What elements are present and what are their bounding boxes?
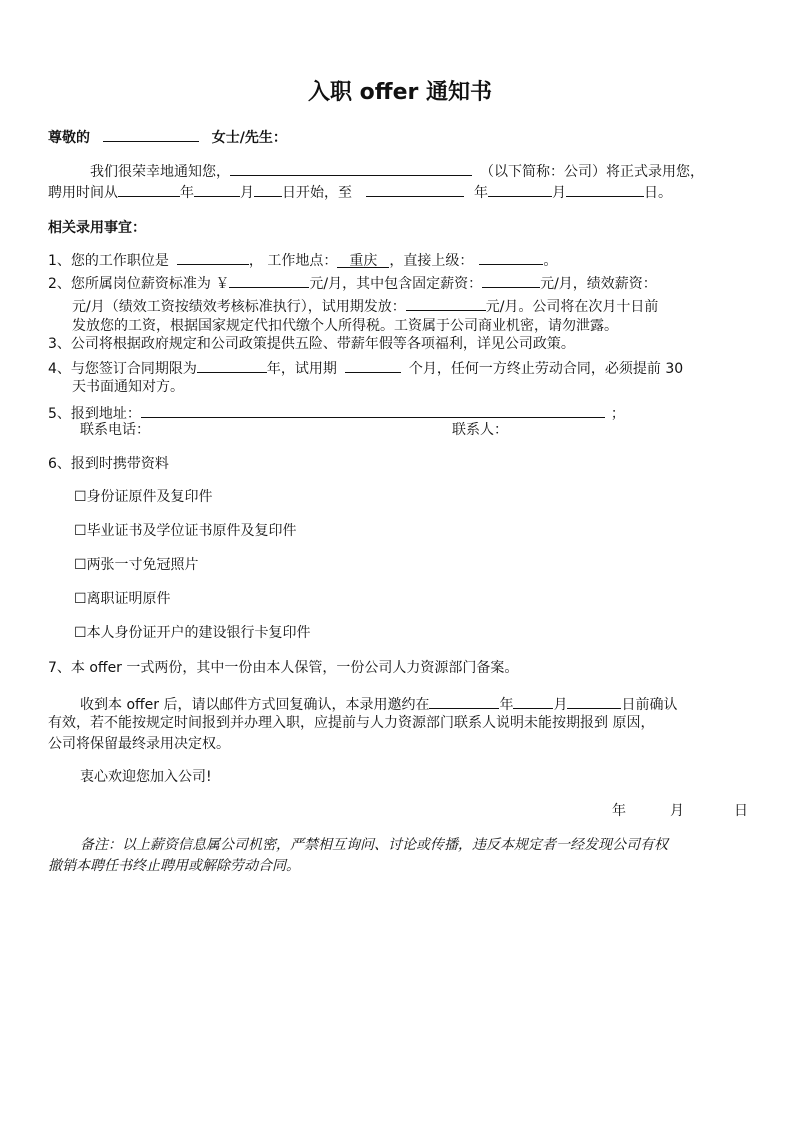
checkbox-icon[interactable]: ☐ [74, 625, 87, 641]
confirm-line-1: 收到本 offer 后，请以邮件方式回复确认，本录用邀约在 年 月 日前确认 [80, 693, 677, 714]
material-item: ☐本人身份证开户的建设银行卡复印件 [74, 625, 311, 641]
supervisor-blank[interactable] [479, 249, 543, 265]
salutation [48, 126, 287, 147]
probation-months-blank[interactable] [345, 357, 401, 373]
date-day-label: 日 [734, 803, 748, 819]
item-2-line-1: 2、您所属岗位薪资标准为 ￥ 元/月，其中包含固定薪资： 元/月，绩效薪资： [48, 272, 657, 293]
checkbox-icon[interactable]: ☐ [74, 523, 87, 539]
salutation-suffix: 女士/先生： [211, 130, 287, 146]
salary-blank[interactable] [229, 272, 309, 288]
contact-person-label: 联系人： [452, 422, 508, 438]
item-1: 1、您的工作职位是 ， 工作地点： 重庆 ，直接上级： 。 [48, 249, 557, 270]
confirm-month-blank[interactable] [513, 693, 553, 709]
confirm-line-2: 有效，若不能按规定时间报到并办理入职，应提前与人力资源部门联系人说明未能按期报到 原因， [48, 715, 655, 731]
material-item: ☐身份证原件及复印件 [74, 489, 213, 505]
confirm-day-blank[interactable] [567, 693, 621, 709]
note-line-1: 备注：以上薪资信息属公司机密，严禁相互询问、讨论或传播，违反本规定者一经发现公司有权 [80, 837, 668, 853]
salutation-prefix: 尊敬的 [48, 130, 90, 146]
item-2-line-2: 元/月（绩效工资按绩效考核标准执行），试用期发放： 元/月。公司将在次月十日前 [72, 295, 658, 316]
name-blank[interactable] [103, 126, 199, 142]
start-day-blank[interactable] [254, 181, 282, 197]
section-title: 相关录用事宜： [48, 220, 146, 236]
address-blank[interactable] [141, 402, 605, 418]
confirm-year-blank[interactable] [429, 693, 499, 709]
intro-line-1: 我们很荣幸地通知您， （以下简称：公司）将正式录用您， [90, 160, 704, 181]
location-value[interactable]: 重庆 [337, 252, 389, 268]
date-year-label: 年 [612, 803, 626, 819]
start-month-blank[interactable] [194, 181, 240, 197]
contract-years-blank[interactable] [197, 357, 267, 373]
item-4-line-2: 天书面通知对方。 [72, 379, 184, 395]
item-6-title: 6、报到时携带资料 [48, 456, 169, 472]
checkbox-icon[interactable]: ☐ [74, 489, 87, 505]
end-month-blank[interactable] [488, 181, 552, 197]
note-line-2: 撤销本聘任书终止聘用或解除劳动合同。 [48, 858, 300, 874]
material-item: ☐毕业证书及学位证书原件及复印件 [74, 523, 297, 539]
position-blank[interactable] [177, 249, 249, 265]
checkbox-icon[interactable]: ☐ [74, 557, 87, 573]
end-day-blank[interactable] [566, 181, 644, 197]
start-year-blank[interactable] [118, 181, 180, 197]
material-item: ☐离职证明原件 [74, 591, 171, 607]
item-5-line-1: 5、报到地址： ； [48, 402, 625, 423]
date-month-label: 月 [670, 803, 684, 819]
welcome-text: 衷心欢迎您加入公司! [80, 769, 212, 785]
intro-line-2: 聘用时间从 年 月 日开始，至 年 月 日。 [48, 181, 672, 202]
end-year-blank[interactable] [366, 181, 464, 197]
checkbox-icon[interactable]: ☐ [74, 591, 87, 607]
material-item: ☐两张一寸免冠照片 [74, 557, 199, 573]
fixed-salary-blank[interactable] [482, 272, 540, 288]
company-blank[interactable] [230, 160, 472, 176]
item-7: 7、本 offer 一式两份，其中一份由本人保管，一份公司人力资源部门备案。 [48, 660, 519, 676]
contact-phone-label: 联系电话： [80, 422, 150, 438]
document-title: 入职 offer 通知书 [307, 80, 493, 105]
item-4-line-1: 4、与您签订合同期限为 年，试用期 个月，任何一方终止劳动合同，必须提前 30 [48, 357, 683, 378]
item-2-line-3: 发放您的工资，根据国家规定代扣代缴个人所得税。工资属于公司商业机密，请勿泄露。 [72, 318, 618, 334]
confirm-line-3: 公司将保留最终录用决定权。 [48, 736, 230, 752]
probation-salary-blank[interactable] [406, 295, 486, 311]
item-3: 3、公司将根据政府规定和公司政策提供五险、带薪年假等各项福利，详见公司政策。 [48, 336, 575, 352]
